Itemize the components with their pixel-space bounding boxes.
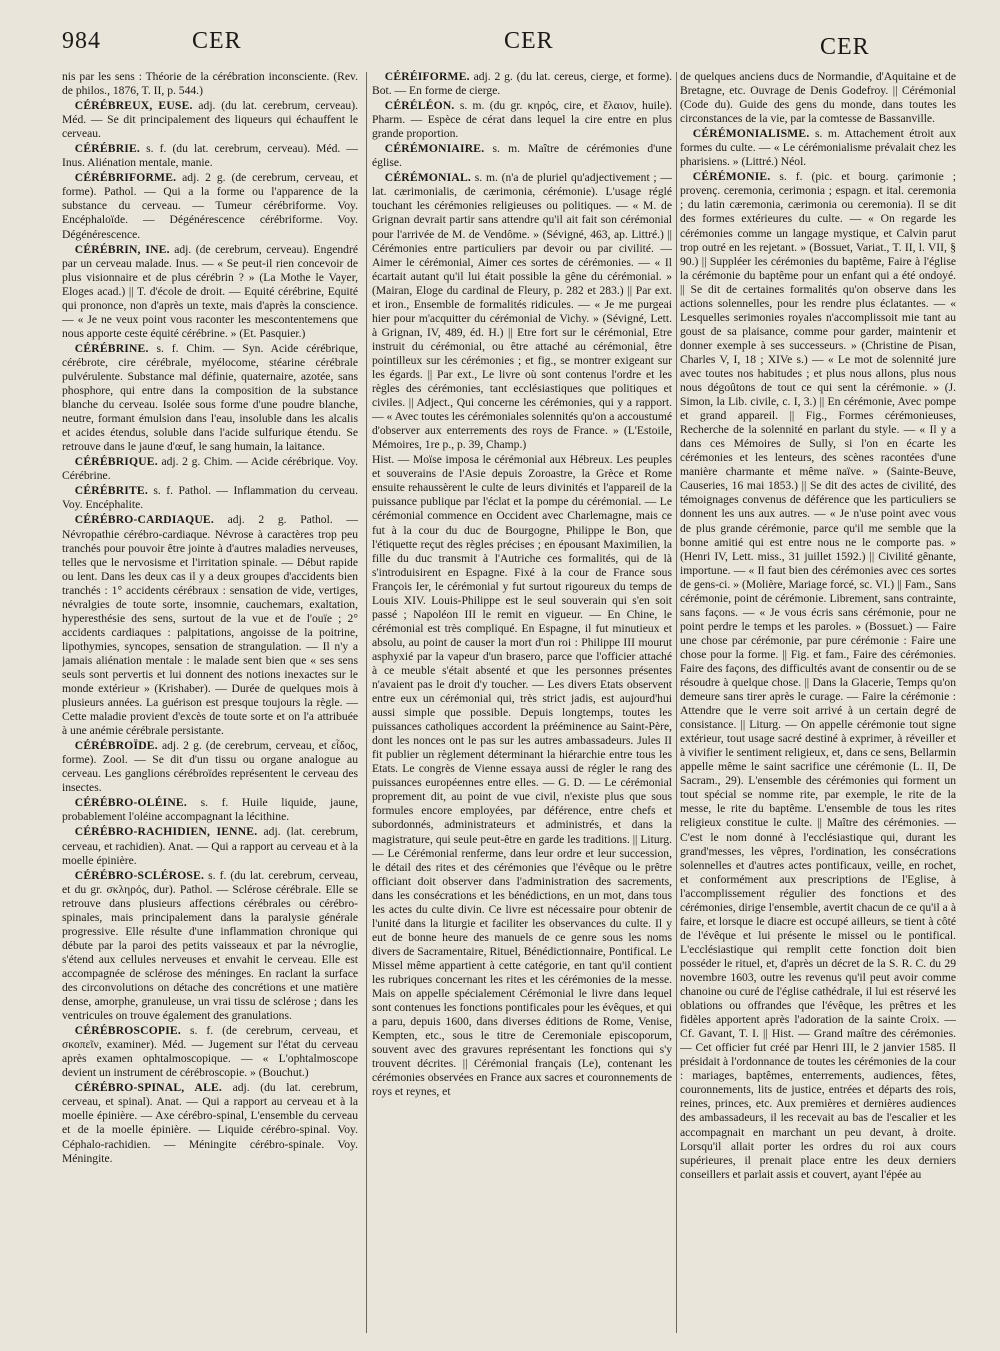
entry-headword: CÉRÉBRINE. [74,341,149,355]
entry-headword: CÉRÉBRO-OLÉINE. [74,796,187,810]
dictionary-entry [62,142,358,170]
entry-headword: CÉRÉBROÏDE. [74,739,158,753]
entry-headword: CÉRÉBRO-SCLÉROSE. [74,868,205,882]
dictionary-entry [62,70,358,98]
entry-headword: CÉRÉLÉON. [384,99,455,113]
entry-headword: CÉRÉBRIQUE. [74,455,158,469]
entry-text: adj. 2 g. (de cerebrum, cerveau, et forme). Pathol. — Qui a la forme ou l'apparence de la substance du cerveau. — Tumeur cérébriforme. Voy. Encéphaloïde. — Dégénérescence cérébriforme. Voy. Dégénérescence. [62,171,358,241]
dictionary-entry [62,869,358,1024]
entry-text: s. m. (du gr. κηρός, cire, et ἔλαιον, huile). Pharm. — Espèce de cérat dans lequel la cire entre en plus grande proportion. [372,99,672,141]
entry-headword: CÉRÉBRIE. [74,142,141,156]
entry-text: adj. (de cerebrum, cerveau). Engendré par un cerveau malade. Inus. — « Se peut-il rien concevoir de plus visionnaire et de plus cérébrin ? » (La Mothe le Vayer, Eloges acad.) || T. d'école de droit. — Equité cérébrine, Equité qui prononce, non d'après un texte, mais d'après la conscience. — « Je ne veux point vous raconter les mescontentemens que nous apporte ceste équité cérébrine. » (Et. Pasquier.) [62,242,358,340]
entry-text: s. f. (du lat. cerebrum, cerveau). Méd. — Inus. Aliénation mentale, manie. [62,142,358,170]
entry-headword: CÉRÉMONIALISME. [692,127,810,141]
entry-headword: CÉRÉMONIAL. [384,171,472,185]
column-2 [372,70,672,1342]
dictionary-entry [62,484,358,512]
dictionary-entry [62,1081,358,1165]
running-head-left: CER [192,28,242,54]
entry-headword: CÉRÉBRO-SPINAL, ALE. [74,1081,223,1095]
dictionary-entry [62,513,358,738]
dictionary-entry [62,739,358,795]
column-rule [676,72,677,1333]
dictionary-entry [62,243,358,341]
entry-headword: CÉRÉBROSCOPIE. [74,1024,181,1038]
page-header [62,28,952,64]
running-head-center: CER [504,28,554,54]
entry-headword: CÉRÉBREUX, EUSE. [74,99,193,113]
entry-text: s. f. Pathol. — Inflammation du cerveau. Voy. Encéphalite. [62,484,358,512]
entry-text: s. f. Huile liquide, jaune, probablement l'oléine accompagnant la lécithine. [62,796,358,824]
entry-headword: CÉRÉBRIFORME. [74,171,177,185]
dictionary-entry [62,342,358,454]
column-rule [366,72,367,1333]
page-number: 984 [62,28,101,54]
dictionary-entry [372,453,672,1099]
entry-headword: CÉRÉIFORME. [384,70,470,83]
dictionary-entry [62,455,358,483]
entry-text: Hist. — Moïse imposa le cérémonial aux Hébreux. Les peuples et souverains de l'Asie depuis Zoroastre, la Grèce et Rome ensuite rehaussèrent le culte de leurs divinités et l'appareil de la puissance publique par l'éclat et la pompe du cérémonial. — Le cérémonial commence en Occident avec Charlemagne, mais ce fut à la cour du duc de Bourgogne, Philippe le Bon, que l'étiquette reçut des règles précises ; en épousant Maximilien, la fille du duc transmit à l'Autriche ces formalités, qui de là s'introduisirent en Espagne. Fixé à la cour de France sous François Ier, le cérémonial y fut surtout rigoureux du temps de Louis XIV. Louis-Philippe est le seul souverain qui s'en soit passé ; Napoléon III le remit en vigueur. — En Chine, le cérémonial est très compliqué. En Espagne, il fut minutieux et absolu, au point de causer la mort d'un roi : Philippe III mourut asphyxié par la vapeur d'un brasero, parce que l'officier attaché à ce meuble s'était absenté et que les personnes présentes n'avaient pas le droit d'y toucher. — Les divers Etats observent entre eux un cérémonial qui, très strict jadis, est aujourd'hui aussi simple que possible. Depuis longtemps, toutes les puissances catholiques accordent la prééminence au Saint-Père, dont les nonces ont le pas sur les autres ambassadeurs. Jules II fit publier un règlement déterminant la hiérarchie entre tous les Etats. Le congrès de Vienne essaya aussi de régler le rang des puissances européennes entre elles. — G. D. — Le cérémonial proprement dit, au point de vue civil, n'existe plus que sous formules encore employées, par déférence, entre chefs et subordonnés, administrateurs et administrés, et dans la magistrature, qui seule peut-être en garde les traditions. || Liturg. — Le Cérémonial renferme, dans leur ordre et leur succession, le détail des rites et des cérémonies que l'évêque ou le prêtre officiant doit observer dans l'administration des sacrements, dans les consécrations et les bénédictions, en un mot, dans tous les actes du culte divin. Ce livre est nécessaire pour obtenir de l'unité dans la liturgie et faciliter les observances du culte. Il y eut de bonne heure des manuels de ce genre sous les noms divers de Sacramentaire, Rituel, Bénédictionnaire, Pontifical. Le Missel même appartient à cette catégorie, en tant qu'il contient les rubriques concernant les rites et les cérémonies de la messe. Mais on appelle spécialement Cérémonial le livre dans lequel sont contenues les fonctions pontificales pour les évêques, et qui a paru, depuis 1600, dans diverses éditions de Rome, Venise, Kempten, etc., sous le titre de Ceremoniale episcoporum, souvent avec des gravures représentant les fonctions qui s'y trouvent décrites. || Cérémonial français (Le), contenant les cérémonies observées en France aux sacres et couronnements de roys et reynes, et [372,453,672,1099]
dictionary-entry [62,825,358,867]
entry-text: s. f. Chim. — Syn. Acide cérébrique, cérébrote, cire cérébrale, myélocome, stéarine cérébrale pulvérulente. Substance mal définie, quaternaire, azotée, sans phosphore, qui entre dans la composition de la substance blanche du cerveau. Isolée sous forme d'une poudre blanche, neutre, formant émulsion dans l'eau, insoluble dans les alcalis et acides étendus, soluble dans l'acide sulfurique étendu. Se retrouve dans le jaune d'œuf, le sang humain, la laitance. [62,341,358,454]
dictionary-entry [62,796,358,824]
entry-headword: CÉRÉBRO-RACHIDIEN, IENNE. [74,825,258,839]
dictionary-entry [680,170,956,1181]
dictionary-entry [680,127,956,169]
dictionary-entry [62,99,358,141]
entry-headword: CÉRÉBRITE. [74,484,148,498]
entry-text: s. f. (pic. et bourg. çarimonie ; provenç. ceremonia, cerimonia ; espagn. et ital. ceremonia ; du latin cæremonia, cærimonia ou ceremonia). Il se dit des formes extérieures du culte. — « On regarde les cérémonies comme un langage mystique, et Calvin parut trop outré en les rejetant. » (Bossuet, Variat., T. II, l. VII, § 90.) || Suppléer les cérémonies du baptême, Faire à l'église la cérémonie du baptême pour un enfant qui a été ondoyé. || Se dit de certaines formalités qu'on observe dans les actions solennelles, pour les rendre plus éclatantes. — « Lesquelles serimonies royales n'accomplissoit mie tant au goust de sa plaisance, comme pour garder, maintenir et donner exemple à ses successeurs. » (Christine de Pisan, Charles V, I, 18 ; XIVe s.) — « Le mot de solennité jure avec toutes nos habitudes ; et plus nous allons, plus nous nous dégoûtons de tout ce qui sent la cérémonie. » (J. Simon, la Lib. civile, c. I, 3.) || En cérémonie, Avec pompe et grand appareil. || Fig., Formes cérémonieuses, Recherche de la solennité en parlant du style. — « Il y a dans ces Mémoires de Sully, si l'on en écarte les cérémonies et les lenteurs, des scènes racontées d'une manière charmante et même naïve. » (Sainte-Beuve, Causeries, 16 mai 1853.) || Se dit des actes de civilité, des témoignages convenus de déférence que les particuliers se donnent les uns aux autres. — « Je n'use point avec vous de plus grande cérémonie, parce qu'il me semble que la bonne amitié qui est entre nous ne le comporte pas. » (Henri IV, Lett. miss., 31 juillet 1592.) || Civilité gênante, importune. — « Il faut bien des cérémonies avec ces sortes de gens-ci. » (Molière, Mariage forcé, sc. VI.) || Fam., Sans cérémonie, point de cérémonie. Librement, sans contrainte, sans façons. — « Je vous écris sans cérémonie, pour ne point perdre le temps et les paroles. » (Bossuet.) — Faire une chose par cérémonie, par pure cérémonie : Faire une chose pour la forme. || Fig. et fam., Faire des cérémonies. Faire des façons, des difficultés avant de consentir ou de se résoudre à quelque chose. || Dans la Glacerie, Temps qu'on demeure sans tirer après le curage. — Faire la cérémonie : Attendre que le verre soit arrivé à un certain degré de consistance. || Liturg. — On appelle cérémonie tout signe extérieur, tout usage sacré destiné à exprimer, à réveiller et à vivifier le sentiment religieux, et, dans ce sens, Bellarmin appelle même le saint sacrifice une cérémonie (L. II, De Sacram., 29). L'ensemble des cérémonies qui forment un tout spécial se nomme rite, par exemple, le rite de la messe, le rite du baptême. L'ensemble de tous les rites religieux constitue le culte. || Maître des cérémonies. — C'est le nom donné à l'ecclésiastique qui, durant les grand'messes, les vêpres, l'ordination, les consécrations solennelles et d'autres actes pontificaux, veille, en rochet, et conformément aux prescriptions de l'Eglise, à l'accomplissement régulier des fonctions et des cérémonies, dirige l'ensemble, avertit chacun de ce qu'il a à faire, et lorsque le diacre est occupé ailleurs, se tient à côté de l'évêque et lui présente le missel ou le pontifical. L'ecclésiastique qui remplit cette fonction doit bien posséder le rituel, et, d'après un décret de la S. R. C. du 29 novembre 1603, outre les revenus qu'il peut avoir comme chanoine ou curé de l'église cathédrale, il lui est réservé les oblations ou offrandes que l'évêque, les prêtres et les fidèles apportent après l'adoration de la sainte Croix. — Cf. Gavant, T. I. || Hist. — Grand maître des cérémonies. — Cet officier fut créé par Henri III, le 2 janvier 1585. Il présidait à l'ordonnance de toutes les cérémonies de la cour : mariages, baptêmes, enterrements, audiences, fêtes, couronnements, lits de justice, entrées et départs des rois, reines, princes, etc. Aux premières et dernières audiences des ambassadeurs, il les recevait au bas de l'escalier et les accompagnait en marchant un peu devant, à droite. Lorsqu'il allait porter les ordres du roi aux cours supérieures, il prenait place entre les deux derniers conseillers et parlait assis et couvert, ayant l'épée au [680,170,956,1181]
dictionary-entry [680,70,956,126]
dictionary-entry [372,142,672,170]
entry-text: adj. (du lat. cerebrum, cerveau). Méd. — Se dit principalement des liqueurs qui échauffent le cerveau. [62,99,358,141]
entry-text: adj. 2 g. (de cerebrum, cerveau, et εἶδος, forme). Zool. — Se dit d'un tissu ou organe analogue au cerveau. Les ganglions cérébroïdes représentent le cerveau des insectes. [62,739,358,795]
dictionary-entry [372,70,672,98]
entry-text: nis par les sens : Théorie de la cérébration inconsciente. (Rev. de philos., 1876, T. II, p. 544.) [62,70,358,98]
running-head-right: CER [820,34,870,60]
entry-headword: CÉRÉMONIAIRE. [384,142,485,156]
entry-text: adj. 2 g. Pathol. — Névropathie cérébro-cardiaque. Névrose à caractères trop peu tranchés pour pouvoir être jointe à d'autres maladies nerveuses, telles que le nervosisme et l'irritation spinale. — Début rapide ou lent. Dans les deux cas il y a deux groupes d'accidents bien tranchés : 1° accidents cérébraux : sensation de vide, vertiges, névralgies de toute sorte, insomnie, cauchemars, exaltation, hyperesthésie des sens, surtout de la vue et de l'ouïe ; 2° accidents cardiaques : palpitations, angoisse de la poitrine, lipothymies, syncopes, sensation de strangulation. — Il n'y a jamais aliénation mentale : le malade sent bien que « ses sens seuls sont pervertis et lui donnent des notions inexactes sur le monde extérieur » (Krishaber). — Durée de quelques mois à plusieurs années. La guérison est presque toujours la règle. — Cette maladie provient d'excès de toute sorte et on l'a attribuée à une anémie cérébrale persistante. [62,513,358,738]
dictionary-entry [372,171,672,452]
entry-text: adj. 2 g. (du lat. cereus, cierge, et forme). Bot. — En forme de cierge. [372,70,672,98]
entry-text: s. m. Maître de cérémonies d'une église. [372,142,672,170]
entry-text: s. m. (n'a de pluriel qu'adjectivement ; — lat. cærimonialis, de cærimonia, cérémonie). L'usage réglé touchant les cérémonies religieuses ou politiques. — « M. de Grignan devrait partir sans attendre qu'il ait fait son cérémonial pour l'arrivée de M. de Vendôme. » (Sévigné, 463, ap. Littré.) || Cérémonies entre particuliers par devoir ou par civilité. — Aimer le cérémonial, Aimer ces sortes de cérémonies. — « Il écartait autant qu'il lui était possible la gêne du cérémonial. » (Mairan, Eloge du cardinal de Fleury, p. 282 et 283.) || Par ext. et iron., Ensemble de formalités ridicules. — « Je me purgeai hier pour m'acquitter du cérémonial de Vichy. » (Sévigné, Lett. à Grignan, IV, 489, éd. H.) || Etre fort sur le cérémonial, Etre instruit du cérémonial, ou être attaché au cérémonial, être pointilleux sur les cérémonies ; et fig., se montrer exigeant sur les égards. || Par ext., Le livre où sont contenus l'ordre et les règles des cérémonies, tant ecclésiastiques que politiques et civiles. || Adject., Qui concerne les cérémonies, qui y a rapport. — « Avec toutes les cérémoniales solennités qu'on a accoustumé d'observer aux enterrements des roys de France. » (L'Estoile, Mémoires, 1re p., p. 39, Champ.) [372,171,672,452]
column-3 [680,70,956,1342]
entry-text: adj. (lat. cerebrum, cerveau, et rachidien). Anat. — Qui a rapport au cerveau et à la moelle épinière. [62,825,358,867]
entry-text: adj. 2 g. Chim. — Acide cérébrique. Voy. Cérébrine. [62,455,358,483]
entry-text: s. f. (du lat. cerebrum, cerveau, et du gr. σκληρός, dur). Pathol. — Sclérose cérébrale. Elle se retrouve dans plusieurs affections cérébrales ou cérébro-spinales, mais principalement dans la paralysie générale progressive. Elle résulte d'une inflammation chronique qui débute par la paroi des petits vaisseaux et par la névroglie, s'étend aux cellules nerveuses et envahit le cerveau. Elle est accompagnée de sclérose des méninges. En raclant la surface des circonvolutions on détache des concrétions et une matière dense, amorphe, granuleuse, un vrai tissu de sclérose ; dans les ventricules on trouve également des granulations. [62,868,358,1023]
entry-text: de quelques anciens ducs de Normandie, d'Aquitaine et de Bretagne, etc. Ouvrage de Denis Godefroy. || Cérémonial (Code du). Guide des gens du monde, dans toutes les circonstances de la vie, par la comtesse de Bassanville. [680,70,956,126]
entry-headword: CÉRÉBRO-CARDIAQUE. [74,513,214,527]
dictionary-entry [62,1024,358,1080]
entry-text: s. f. (de cerebrum, cerveau, et σκοπεῖν, examiner). Méd. — Jugement sur l'état du cerveau après examen ophtalmoscopique. — « L'ophtalmoscope devient un instrument de cérébroscopie. » (Bouchut.) [62,1024,358,1080]
dictionary-entry [372,99,672,141]
entry-headword: CÉRÉMONIE. [692,170,771,184]
entry-text: s. m. Attachement étroit aux formes du culte. — « Le cérémonialisme prévalait chez les pharisiens. » (Littré.) Néol. [680,127,956,169]
entry-headword: CÉRÉBRIN, INE. [74,242,170,256]
entry-text: adj. (du lat. cerebrum, cerveau, et spinal). Anat. — Qui a rapport au cerveau et à la moelle épinière. — Axe cérébro-spinal, L'ensemble du cerveau et de la moelle épinière. — Liquide cérébro-spinal. Voy. Céphalo-rachidien. — Méningite cérébro-spinale. Voy. Méningite. [62,1081,358,1165]
dictionary-entry [62,171,358,241]
column-1 [62,70,358,1342]
